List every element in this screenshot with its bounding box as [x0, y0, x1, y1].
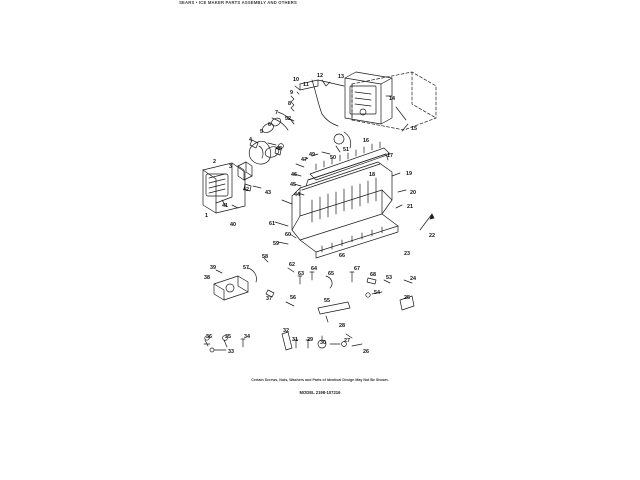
callout-number: 14 — [389, 96, 395, 102]
callout-number: 17 — [387, 153, 393, 159]
callout-number: 65 — [328, 271, 334, 277]
callout-number: 46 — [291, 172, 297, 178]
callout-number: 20 — [410, 190, 416, 196]
callout-number: 22 — [429, 233, 435, 239]
callout-number: 66 — [339, 253, 345, 259]
callout-number: 67 — [354, 266, 360, 272]
footer-note: Certain Screws, Nuts, Washers and Parts of Identical Design May Not Be Shown. — [251, 378, 389, 382]
callout-number: 60 — [285, 232, 291, 238]
callout-number: 28 — [339, 323, 345, 329]
callout-number: 45 — [290, 182, 296, 188]
callout-number: 4 — [249, 137, 252, 143]
callout-number: 18 — [369, 172, 375, 178]
callout-number: 48 — [276, 146, 282, 152]
footer-model-text: MODEL 2198-107216 — [299, 390, 341, 395]
callout-number: 50 — [330, 155, 336, 161]
callout-number: 63 — [298, 271, 304, 277]
callout-number: 47 — [301, 157, 307, 163]
callout-number: 26 — [363, 349, 369, 355]
callout-number: 59 — [273, 241, 279, 247]
callout-number: 8 — [288, 101, 291, 107]
callout-number: 51 — [343, 147, 349, 153]
callout-number: 1 — [205, 213, 208, 219]
callout-number: 16 — [363, 138, 369, 144]
callout-number: 38 — [204, 275, 210, 281]
footer-model — [200, 390, 440, 395]
page-header-title: SEARS • ICE MAKER PARTS ASSEMBLY AND OTHERS — [179, 0, 297, 5]
callout-number: 10 — [293, 77, 299, 83]
callout-number: 25 — [404, 295, 410, 301]
callout-number: 54 — [374, 290, 380, 296]
callout-number: 15 — [411, 126, 417, 132]
callout-number: 35 — [225, 334, 231, 340]
callout-number: 53 — [386, 275, 392, 281]
callout-number: 56 — [290, 295, 296, 301]
callout-number: 55 — [324, 298, 330, 304]
callout-number: 23 — [404, 251, 410, 257]
callout-number: 6 — [268, 122, 271, 128]
callout-number: 57 — [243, 265, 249, 271]
callout-number: 5 — [260, 129, 263, 135]
callout-number: 52 — [285, 116, 291, 122]
callout-number: 3 — [229, 164, 232, 170]
callout-number: 24 — [410, 276, 416, 282]
callout-number: 41 — [222, 203, 228, 209]
callout-number: 64 — [311, 266, 317, 272]
callout-number: 34 — [244, 334, 250, 340]
callout-number: 31 — [292, 337, 298, 343]
callout-number: 2 — [213, 159, 216, 165]
callout-number: 9 — [290, 90, 293, 96]
callout-number: 39 — [210, 265, 216, 271]
callout-number: 61 — [269, 221, 275, 227]
callout-number: 42 — [243, 187, 249, 193]
callout-number: 58 — [262, 254, 268, 260]
callout-number: 29 — [307, 337, 313, 343]
callout-number: 32 — [283, 328, 289, 334]
callout-number: 30 — [320, 340, 326, 346]
callout-number: 12 — [317, 73, 323, 79]
callout-number: 68 — [370, 272, 376, 278]
callout-number: 40 — [230, 222, 236, 228]
callout-number: 27 — [344, 338, 350, 344]
callout-number: 43 — [265, 190, 271, 196]
callout-number: 21 — [407, 204, 413, 210]
callout-number: 19 — [406, 171, 412, 177]
callout-number: 62 — [289, 262, 295, 268]
callout-number: 49 — [309, 152, 315, 158]
callout-number: 13 — [338, 74, 344, 80]
callout-number: 37 — [266, 296, 272, 302]
callout-number: 36 — [206, 334, 212, 340]
callout-number: 7 — [275, 110, 278, 116]
callout-number: 44 — [294, 192, 300, 198]
callout-number: 11 — [303, 82, 309, 88]
callout-number: 33 — [228, 349, 234, 355]
